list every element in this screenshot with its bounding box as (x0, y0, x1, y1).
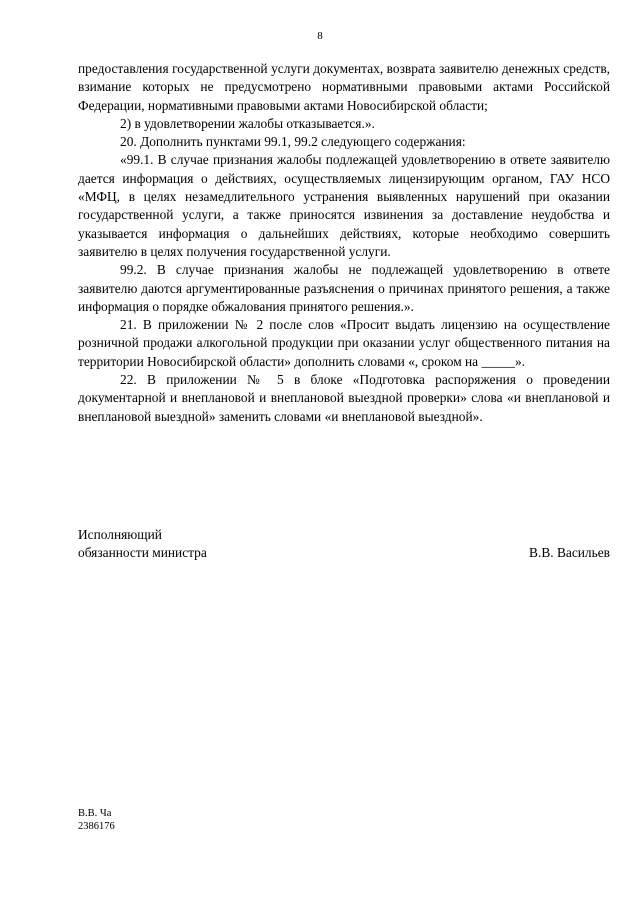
signatory-title-line1: Исполняющий (78, 527, 162, 542)
paragraph-99-1: «99.1. В случае признания жалобы подлежащей удовлетворению в ответе заявителю дается информация о действиях, осуществляемых лицензирующим органом, ГАУ НСО «МФЦ, в целях незамедлительного устранения выявленных нарушений при оказании государственной услуги, а также приносятся извинения за доставление неудобства и указывается информация о дальнейших действиях, которые необходимо совершить заявителю в целях получения государственной услуги. (78, 152, 610, 259)
executor-name: В.В. Ча (78, 808, 112, 819)
signatory-name: В.В. Васильев (529, 545, 610, 561)
document-body (78, 60, 610, 426)
paragraph-99-2: 99.2. В случае признания жалобы не подлежащей удовлетворению в ответе заявителю даются аргументированные разъяснения о причинах принятого решения, а также информация о порядке обжалования принятого решения.». (78, 262, 610, 314)
page-number: 8 (317, 30, 323, 42)
executor-footer (78, 808, 115, 833)
signature-block (78, 526, 610, 563)
paragraph-22: 22. В приложении № 5 в блоке «Подготовка распоряжения о проведении документарной и внеплановой и внеплановой выездной проверки» слова «и внеплановой и внеплановой выездной» заменить словами «и внеплановой выездной». (78, 372, 610, 424)
paragraph-item-2: 2) в удовлетворении жалобы отказывается.». (120, 115, 375, 131)
paragraph-continuation: предоставления государственной услуги документах, возврата заявителю денежных средств, взимание которых не предусмотрено нормативными правовыми актами Российской Федерации, нормативными правовыми актами Новосибирской области; (78, 61, 610, 113)
paragraph-21: 21. В приложении № 2 после слов «Просит выдать лицензию на осуществление розничной продажи алкогольной продукции при оказании услуг общественного питания на территории Новосибирской области» дополнить словами «, сроком на _____». (78, 317, 610, 369)
executor-phone: 2386176 (78, 820, 115, 832)
paragraph-20: 20. Дополнить пунктами 99.1, 99.2 следующего содержания: (120, 134, 466, 150)
signatory-title-line2: обязанности министра (78, 545, 207, 561)
